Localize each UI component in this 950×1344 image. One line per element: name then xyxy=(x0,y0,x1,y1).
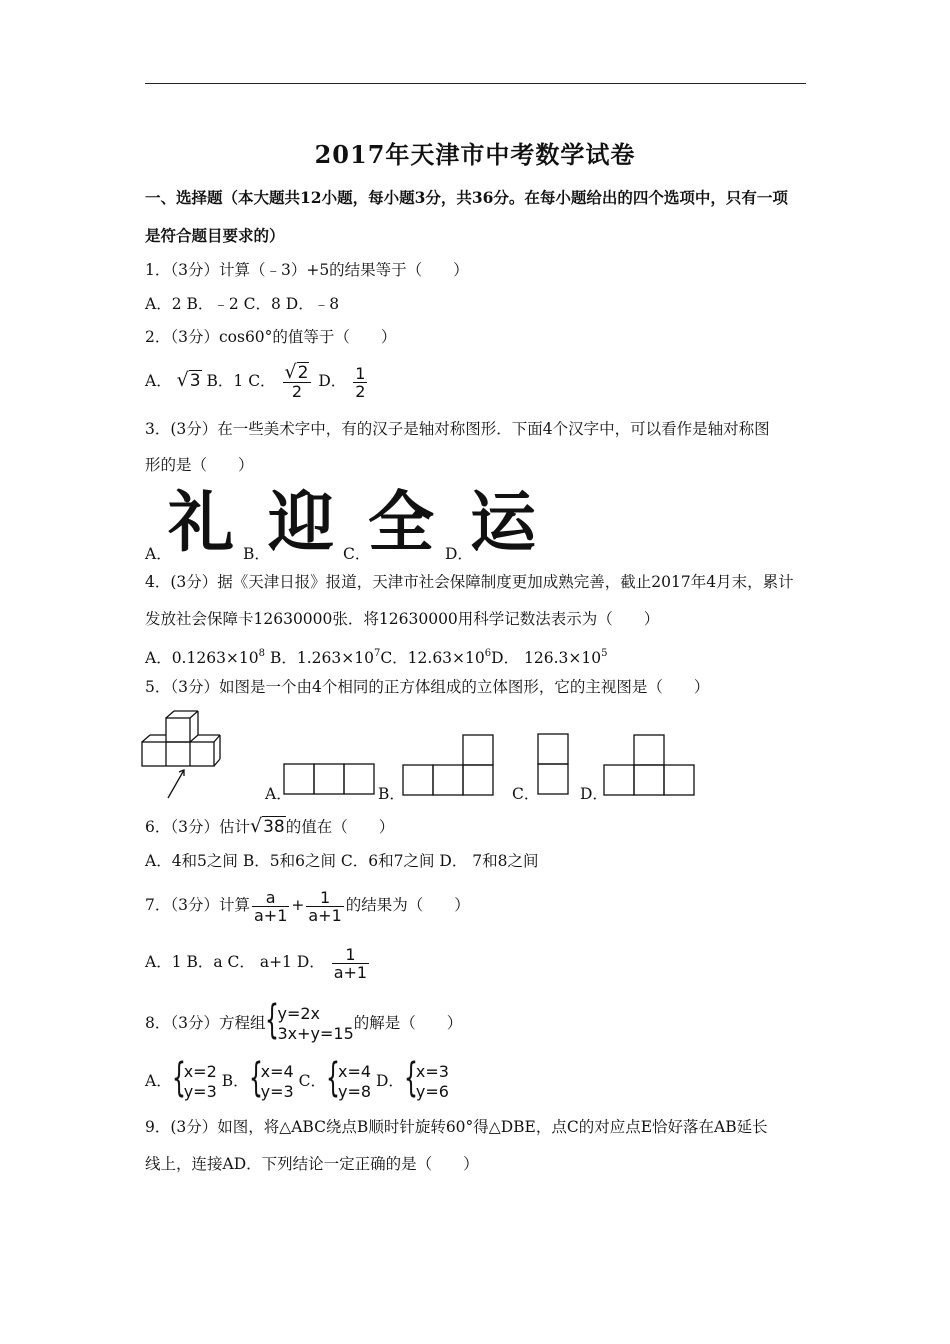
q2-opt-c-fraction: $\frac{√2}{2}$ xyxy=(283,364,312,400)
q4-opt-c: C．12.63×10 xyxy=(380,649,485,667)
q6-radical: √38 xyxy=(249,815,285,837)
q8-opt-d-system: { x=3 y=6 xyxy=(403,1055,449,1101)
q1-options: A．2 B．﹣2 C．8 D．﹣8 xyxy=(145,295,340,313)
q6-stem-post: 的值在（ ） xyxy=(285,818,395,836)
q9-stem-line1: 9．(3分）如图，将△ABC绕点B顺时针旋转60°得△DBE，点C的对应点E恰好落在AB延长 xyxy=(145,1118,768,1136)
q8-opt-c-system: { x=4 y=8 xyxy=(325,1055,372,1101)
q4-opt-d: D． 126.3×10 xyxy=(491,649,602,667)
page-title: 2017年天津市中考数学试卷 xyxy=(314,140,636,169)
q7-fraction-2: $\frac{1}{a+1}$ xyxy=(308,887,342,925)
q7-stem-pre: 7．（3分）计算 xyxy=(145,896,250,914)
q4-opt-c-exp: 6 xyxy=(484,648,492,659)
q7-opt-d-fraction: $\frac{1}{a+1}$ xyxy=(333,944,368,982)
section-heading-line2: 是符合题目要求的） xyxy=(145,226,285,245)
q7-options xyxy=(145,942,371,982)
q3-opt-c-char: 全 xyxy=(368,484,434,561)
q7-plus: + xyxy=(291,896,305,914)
q3-opt-a-char: 礼 xyxy=(168,484,234,561)
q4-opt-b: B．1.263×10 xyxy=(269,649,374,667)
q7-options-pre: A．1 B．a C． a+1 D． xyxy=(145,953,325,971)
q8-opt-a-label: A． xyxy=(145,1072,172,1090)
q2-opt-d-fraction: $\frac{1}{2}$ xyxy=(355,363,366,401)
q4-stem-line1: 4．(3分）据《天津日报》报道，天津市社会保障制度更加成熟完善，截止2017年4月末，累计 xyxy=(145,573,794,591)
q8-stem-pre: 8．（3分）方程组 xyxy=(145,1014,266,1032)
q4-opt-a: A．0.1263×10 xyxy=(145,649,259,667)
q5-opt-b-label: B． xyxy=(378,785,405,803)
q3-opt-a-label: A． xyxy=(145,545,172,563)
q3-stem-line1: 3．(3分）在一些美术字中，有的汉子是轴对称图形．下面4个汉字中，可以看作是轴对称图 xyxy=(145,420,770,438)
q8-stem xyxy=(145,997,463,1046)
q5-opt-a-figure xyxy=(283,763,375,795)
q8-opt-b-system: { x=4 y=3 xyxy=(248,1055,294,1101)
q7-stem-post: 的结果为（ ） xyxy=(345,896,470,914)
q3-opt-d-label: D． xyxy=(445,545,473,563)
q2-stem: 2．（3分）cos60°的值等于（ ） xyxy=(145,328,397,346)
q2-options xyxy=(145,362,369,400)
q5-opt-c-figure xyxy=(537,733,569,795)
q5-opt-a-label: A． xyxy=(265,785,292,803)
q5-opt-d-figure xyxy=(603,734,695,796)
q8-options xyxy=(145,1055,449,1104)
q4-opt-b-exp: 7 xyxy=(373,648,381,659)
q3-opt-b-label: B． xyxy=(243,545,270,563)
q8-opt-c-label: C． xyxy=(298,1072,326,1090)
q6-stem xyxy=(145,816,394,837)
q4-opt-d-exp: 5 xyxy=(601,648,608,659)
q5-solid-figure xyxy=(140,710,222,802)
q1-stem: 1．（3分）计算（﹣3）+5的结果等于（ ） xyxy=(145,261,469,279)
q5-stem: 5．（3分）如图是一个由4个相同的正方体组成的立体图形，它的主视图是（ ） xyxy=(145,678,710,696)
q5-opt-c-label: C． xyxy=(512,785,540,803)
q8-opt-d-label: D． xyxy=(375,1072,404,1090)
q8-equation-system: { y=2x 3x+y=15 xyxy=(265,997,354,1043)
q4-options xyxy=(145,644,607,668)
q2-opt-a-radical: √3 xyxy=(176,369,201,391)
q3-opt-d-char: 运 xyxy=(470,484,536,561)
q8-stem-post: 的解是（ ） xyxy=(353,1014,463,1032)
q6-options: A．4和5之间 B．5和6之间 C．6和7之间 D． 7和8之间 xyxy=(145,852,539,870)
q3-stem-line2: 形的是（ ） xyxy=(145,456,254,474)
q7-fraction-1: $\frac{a}{a+1}$ xyxy=(253,887,288,925)
q4-stem-line2: 发放社会保障卡12630000张．将12630000用科学记数法表示为（ ） xyxy=(145,610,660,628)
q2-opt-a-label: A． xyxy=(145,372,172,390)
q2-opt-d-label: D． xyxy=(318,372,347,390)
q4-opt-a-exp: 8 xyxy=(258,648,266,659)
q6-stem-pre: 6．（3分）估计 xyxy=(145,818,250,836)
q9-stem-line2: 线上，连接AD．下列结论一定正确的是（ ） xyxy=(145,1155,479,1173)
q8-opt-b-label: B． xyxy=(221,1072,249,1090)
q3-opt-c-label: C． xyxy=(343,545,371,563)
q8-opt-a-system: { x=2 y=3 xyxy=(171,1055,217,1101)
q2-opt-b-c-label: B．1 C． xyxy=(206,372,276,390)
q7-stem xyxy=(145,885,470,925)
q5-opt-b-figure xyxy=(402,734,494,796)
header-rule xyxy=(145,83,806,84)
q5-opt-d-label: D． xyxy=(580,785,608,803)
section-heading-line1: 一、选择题（本大题共12小题，每小题3分，共36分。在每小题给出的四个选项中，只有一项 xyxy=(145,188,788,207)
q3-opt-b-char: 迎 xyxy=(268,484,334,561)
